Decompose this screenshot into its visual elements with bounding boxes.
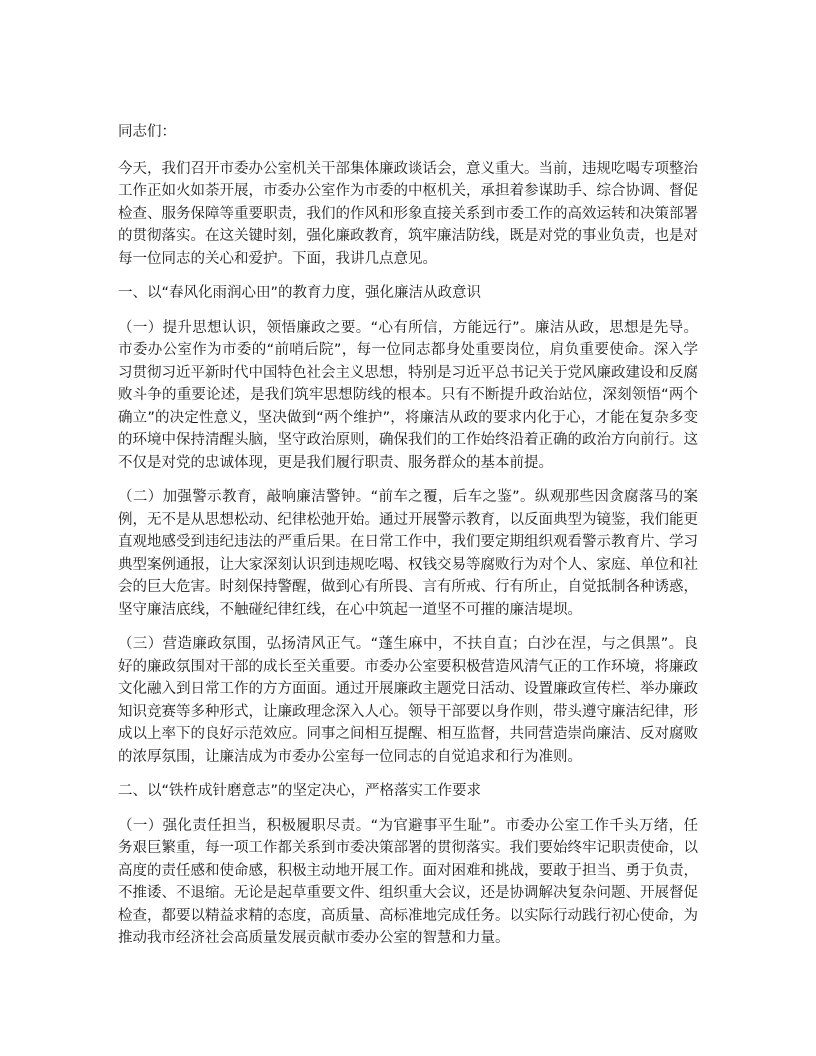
paragraph-2-1: （一）强化责任担当，积极履职尽责。“为官避事平生耻”。市委办公室工作千头万绪，任务艰巨繁重，每一项工作都关系到市委决策部署的贯彻落实。我们要始终牢记职责使命，以高度的责任感和使命感，积极主动地开展工作。面对困难和挑战，要敢于担当、勇于负责，不推诿、不退缩。无论是起草重要文件、组织重大会议，还是协调解决复杂问题、开展督促检查，都要以精益求精的态度，高质量、高标准地完成任务。以实际行动践行初心使命，为推动我市经济社会高质量发展贡献市委办公室的智慧和力量。 — [118, 817, 698, 946]
document-body — [118, 121, 698, 962]
section-heading-1: 一、以“春风化雨润心田”的教育力度，强化廉洁从政意识 — [118, 285, 482, 301]
paragraph-1-2: （二）加强警示教育，敲响廉洁警钟。“前车之覆，后车之鉴”。纵观那些因贪腐落马的案例，无不是从思想松动、纪律松弛开始。通过开展警示教育，以反面典型为镜鉴，我们能更直观地感受到违纪违法的严重后果。在日常工作中，我们要定期组织观看警示教育片、学习典型案例通报，让大家深刻认识到违规吃喝、权钱交易等腐败行为对个人、家庭、单位和社会的巨大危害。时刻保持警醒，做到心有所畏、言有所戒、行有所止，自觉抵制各种诱惑，坚守廉洁底线，不触碰纪律红线，在心中筑起一道坚不可摧的廉洁堤坝。 — [118, 489, 698, 618]
section-heading-2: 二、以“铁杵成针磨意志”的坚定决心，严格落实工作要求 — [118, 783, 482, 799]
intro-paragraph: 今天，我们召开市委办公室机关干部集体廉政谈话会，意义重大。当前，违规吃喝专项整治工作正如火如荼开展，市委办公室作为市委的中枢机关，承担着参谋助手、综合协调、督促检查、服务保障等重要职责，我们的作风和形象直接关系到市委工作的高效运转和决策部署的贯彻落实。在这关键时刻，强化廉政教育，筑牢廉洁防线，既是对党的事业负责，也是对每一位同志的关心和爱护。下面，我讲几点意见。 — [118, 160, 698, 267]
paragraph-1-1: （一）提升思想认识，领悟廉政之要。“心有所信，方能远行”。廉洁从政，思想是先导。市委办公室作为市委的“前哨后院”，每一位同志都身处重要岗位，肩负重要使命。深入学习贯彻习近平新时代中国特色社会主义思想，特别是习近平总书记关于党风廉政建设和反腐败斗争的重要论述，是我们筑牢思想防线的根本。只有不断提升政治站位，深刻领悟“两个确立”的决定性意义，坚决做到“两个维护”，将廉洁从政的要求内化于心，才能在复杂多变的环境中保持清醒头脑，坚守政治原则，确保我们的工作始终沿着正确的政治方向前行。这不仅是对党的忠诚体现，更是我们履行职责、服务群众的基本前提。 — [118, 319, 698, 471]
paragraph-1-3: （三）营造廉政氛围，弘扬清风正气。“蓬生麻中，不扶自直；白沙在涅，与之俱黑”。良好的廉政氛围对干部的成长至关重要。市委办公室要积极营造风清气正的工作环境，将廉政文化融入到日常工作的方方面面。通过开展廉政主题党日活动、设置廉政宣传栏、举办廉政知识竞赛等多种形式，让廉政理念深入人心。领导干部要以身作则，带头遵守廉洁纪律，形成以上率下的良好示范效应。同事之间相互提醒、相互监督，共同营造崇尚廉洁、反对腐败的浓厚氛围，让廉洁成为市委办公室每一位同志的自觉追求和行为准则。 — [118, 636, 698, 765]
salutation: 同志们： — [118, 124, 176, 140]
